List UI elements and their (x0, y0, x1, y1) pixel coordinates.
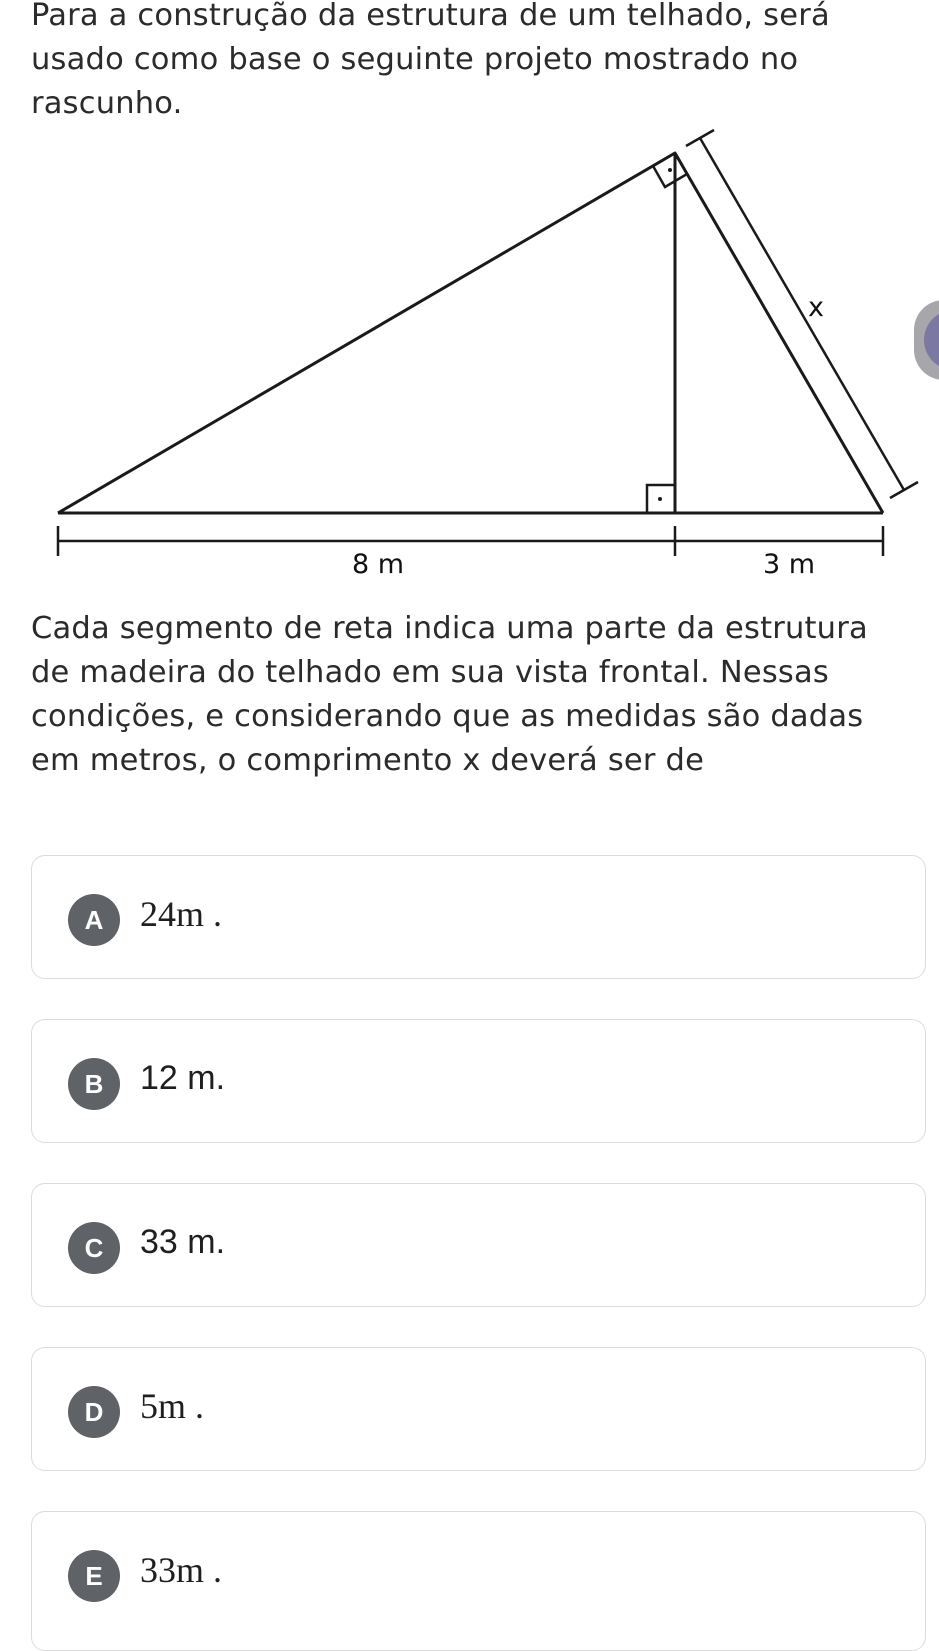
roof-diagram (0, 120, 939, 590)
right-angle-dot-apex (668, 168, 672, 172)
right-angle-dot-base (658, 497, 662, 501)
roof-left-rafter (58, 153, 675, 513)
dimension-tick-x-bottom (890, 482, 918, 498)
option-c-letter-badge: C (68, 1222, 120, 1274)
option-e-letter-badge: E (68, 1550, 120, 1602)
label-x: x (808, 292, 824, 323)
roof-right-rafter (675, 153, 883, 513)
option-b-answer: 12 m. (140, 1059, 226, 1097)
question-body-text: Cada segmento de reta indica uma parte da estrutura de madeira do telhado em sua vista frontal. Nessas condições, e considerando que as medidas são dadas em metros, o comprimento x deverá ser de (31, 611, 868, 778)
option-d[interactable] (31, 1347, 926, 1471)
label-8m: 8 m (352, 549, 405, 580)
option-a-answer: 24m . (140, 894, 223, 934)
option-e[interactable] (31, 1511, 926, 1651)
option-c-answer: 33 m. (140, 1223, 226, 1261)
dimension-line-x (700, 138, 904, 490)
option-e-answer: 33m . (140, 1550, 223, 1590)
option-d-letter-badge: D (68, 1386, 120, 1438)
label-3m: 3 m (763, 549, 816, 580)
option-b-letter-badge: B (68, 1058, 120, 1110)
dimension-tick-x-top (686, 130, 714, 146)
option-c[interactable] (31, 1183, 926, 1307)
option-d-answer: 5m . (140, 1386, 205, 1426)
option-a-letter-badge: A (68, 894, 120, 946)
roof-diagram-svg (0, 120, 939, 590)
option-b[interactable] (31, 1019, 926, 1143)
option-a[interactable] (31, 855, 926, 979)
question-intro-text: Para a construção da estrutura de um telhado, será usado como base o seguinte projeto mostrado no rascunho. (31, 0, 830, 121)
